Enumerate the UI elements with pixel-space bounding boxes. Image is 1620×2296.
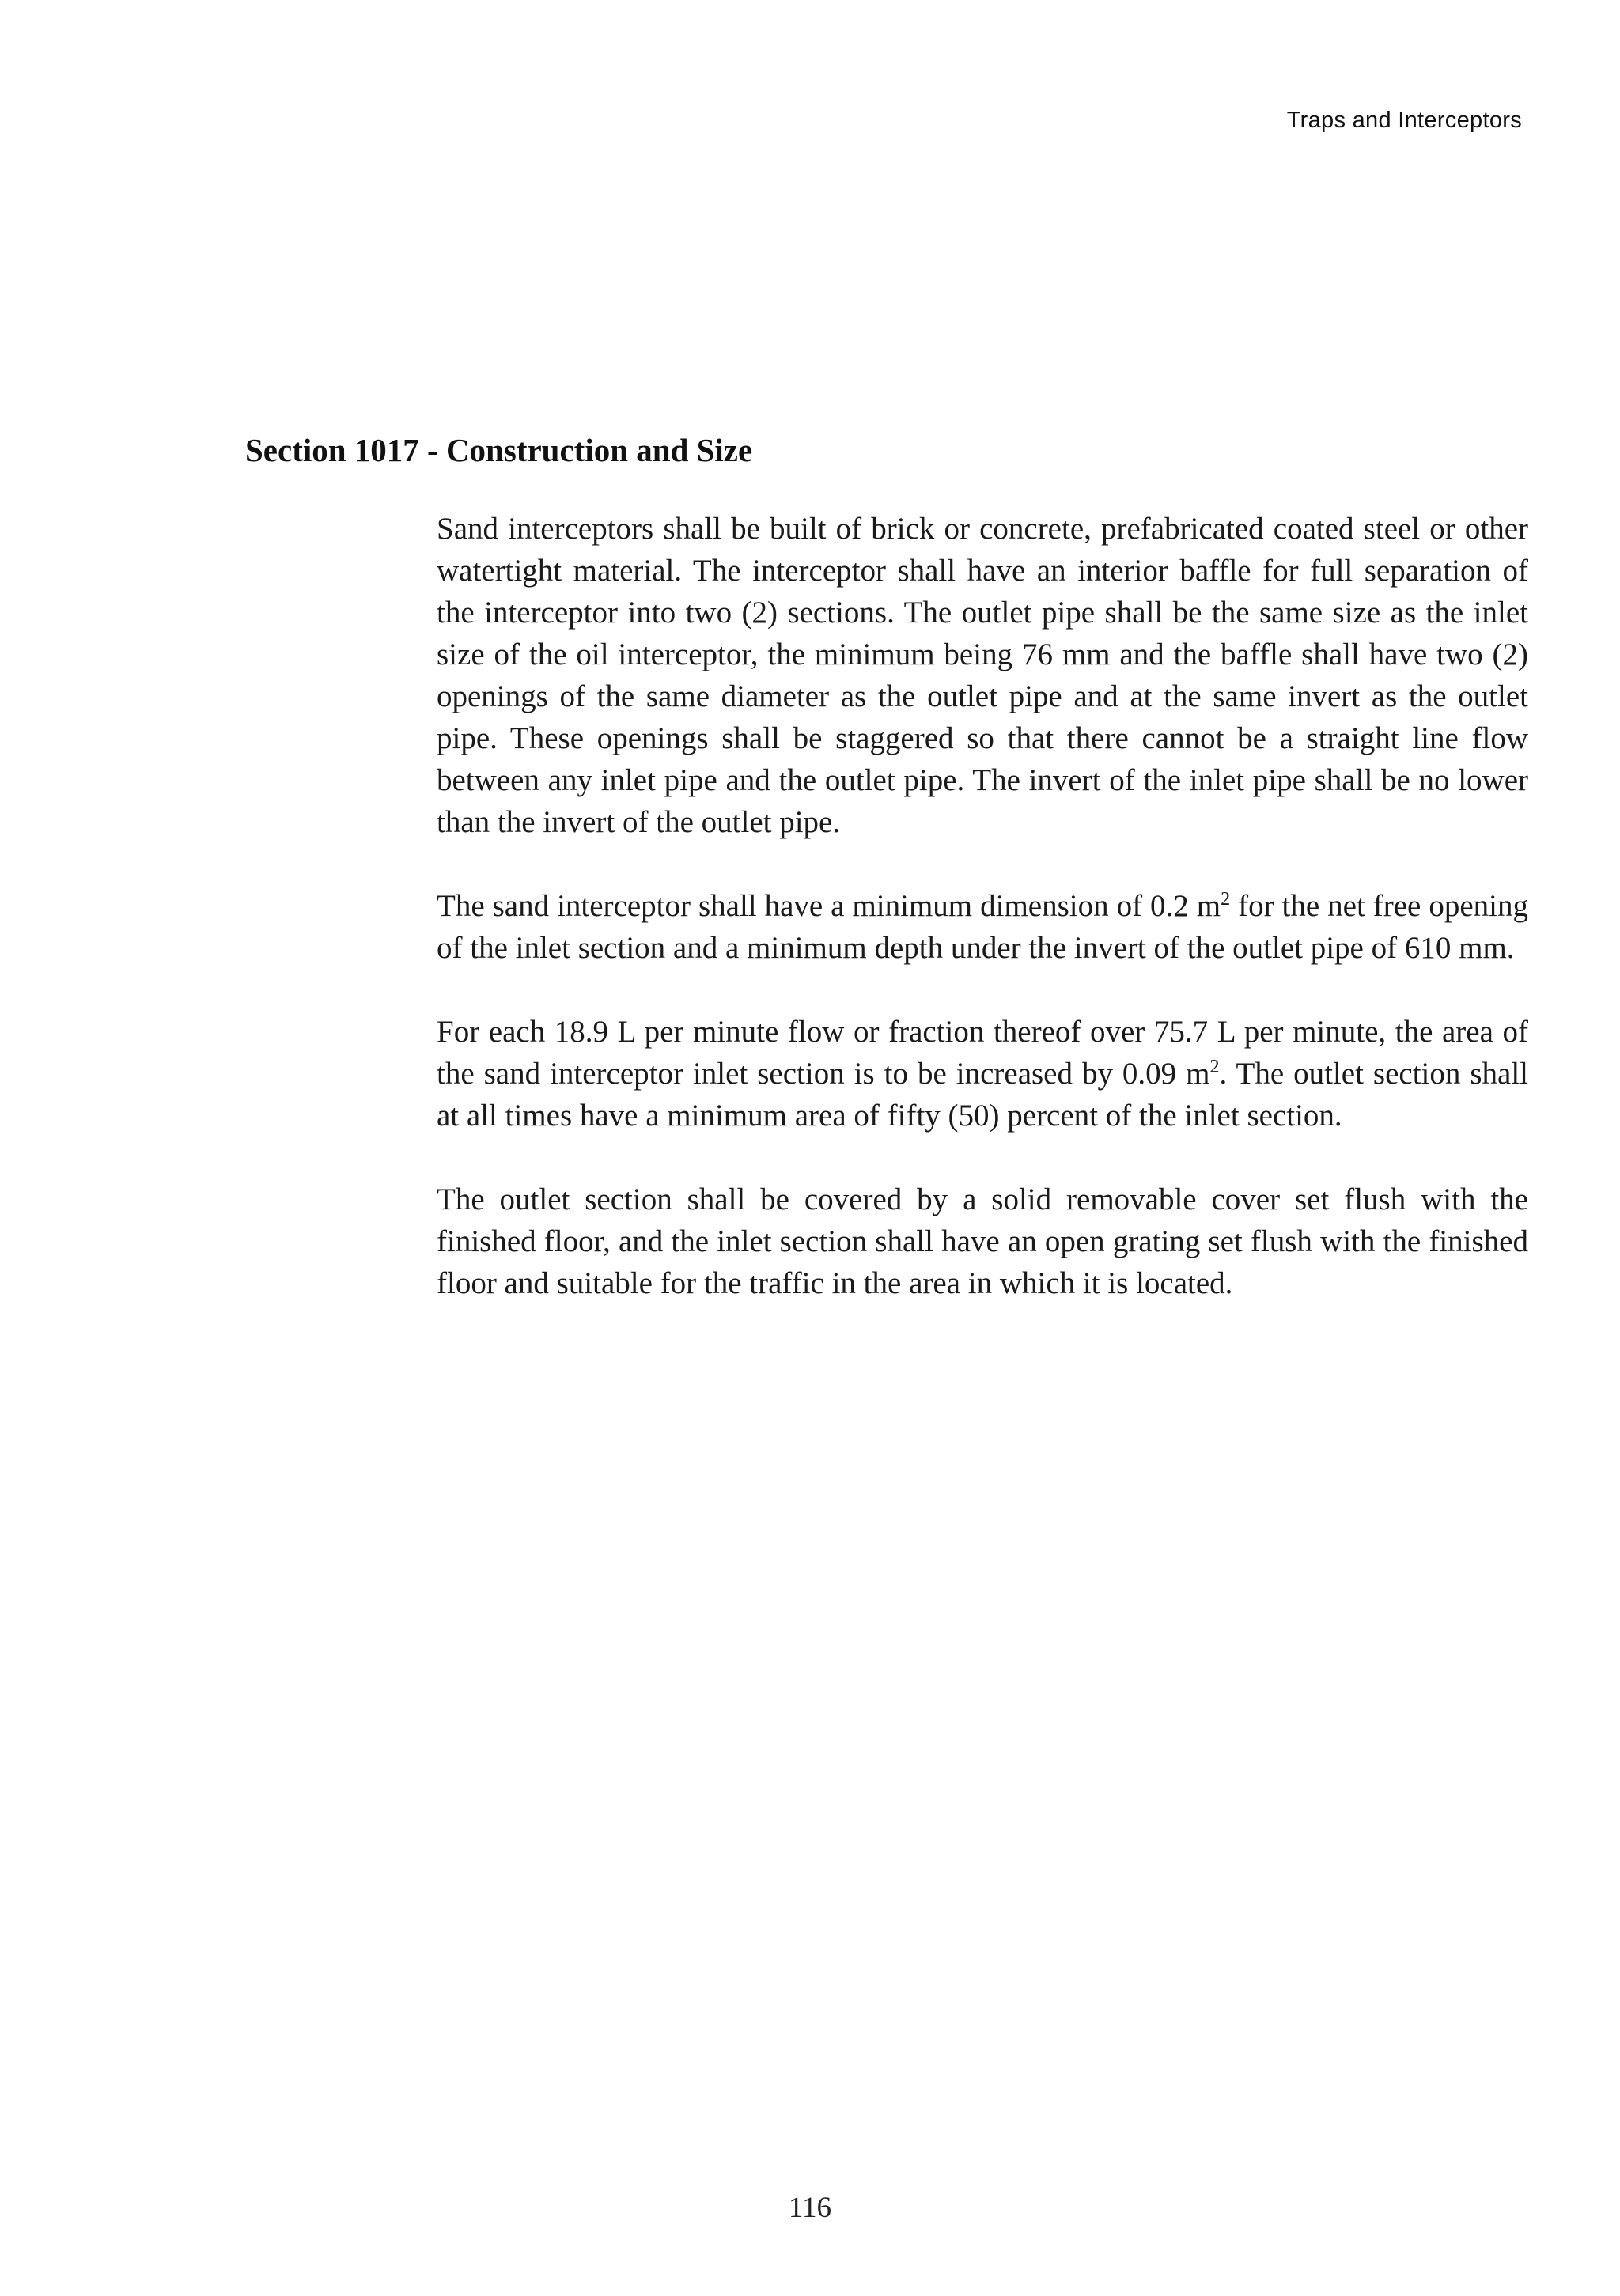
- paragraph-text: Sand interceptors shall be built of brick or concrete, prefabricated coated steel or other watertight material. The interceptor shall have an interior baffle for full separation of the interceptor into two (2) sections. The outlet pipe shall be the same size as the inlet size of the oil interceptor, the minimum being 76 mm and the baffle shall have two (2) openings of the same diameter as the outlet pipe and at the same invert as the outlet pipe. These openings shall be staggered so that there cannot be a straight line flow between any inlet pipe and the outlet pipe. The invert of the inlet pipe shall be no lower than the invert of the outlet pipe.: [437, 512, 1528, 839]
- paragraph-cover: [437, 1178, 1528, 1304]
- paragraph-text: for the net free opening of the inlet section and a minimum depth under the invert of the outlet pipe of 610 mm.: [437, 889, 1528, 965]
- paragraph-text: The sand interceptor shall have a minimum dimension of 0.2 m: [437, 889, 1221, 923]
- paragraph-text: For each 18.9 L per minute flow or fraction thereof over 75.7 L per minute, the area of the sand interceptor inlet section is to be increased by 0.09 m: [437, 1015, 1528, 1091]
- section-body: [437, 508, 1528, 1346]
- paragraph-construction: [437, 508, 1528, 843]
- paragraph-minimum-dimension: [437, 885, 1528, 969]
- superscript: 2: [1221, 889, 1231, 910]
- paragraph-text: . The outlet section shall at all times have a minimum area of fifty (50) percent of the inlet section.: [437, 1057, 1529, 1133]
- paragraph-flow-area: [437, 1011, 1528, 1137]
- section-heading: Section 1017 - Construction and Size: [245, 432, 753, 468]
- superscript: 2: [1209, 1057, 1220, 1077]
- running-header: Traps and Interceptors: [1286, 108, 1522, 133]
- paragraph-text: The outlet section shall be covered by a solid removable cover set flush with the finished floor, and the inlet section shall have an open grating set flush with the finished floor and suitable for the traffic in the area in which it is located.: [437, 1182, 1528, 1300]
- page-number: 116: [788, 2192, 832, 2224]
